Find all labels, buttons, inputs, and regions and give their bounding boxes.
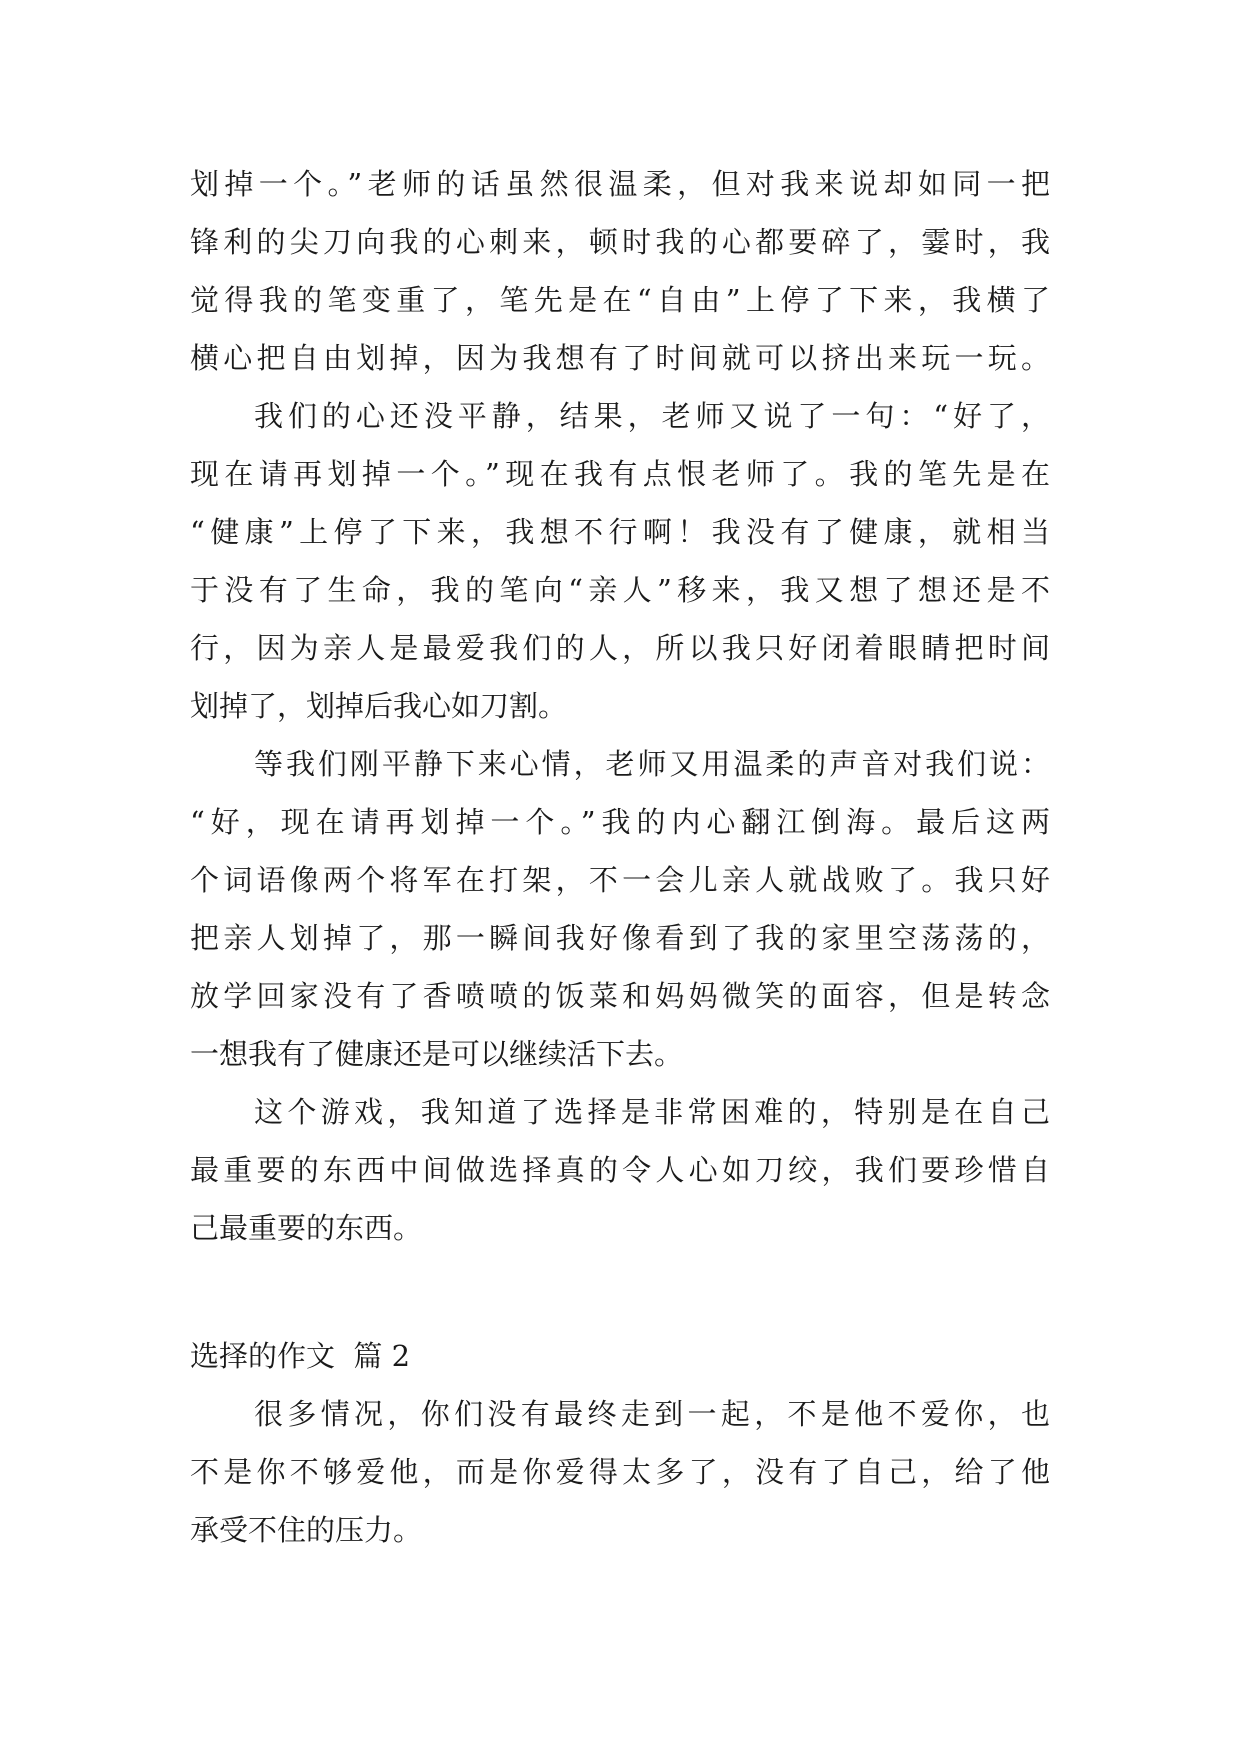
document-body (190, 155, 1050, 1559)
text-line: 这个游戏，我知道了选择是非常困难的，特别是在自己 (254, 1095, 1050, 1129)
text-line: “健康”上停了下来，我想不行啊！我没有了健康，就相当 (190, 515, 1050, 549)
paragraph (190, 387, 1050, 735)
text-line: 我们的心还没平静，结果，老师又说了一句：“好了， (254, 399, 1050, 433)
text-line: 划掉一个。”老师的话虽然很温柔，但对我来说却如同一把 (190, 167, 1050, 201)
paragraph (190, 1385, 1050, 1559)
text-line: 放学回家没有了香喷喷的饭菜和妈妈微笑的面容，但是转念 (190, 979, 1050, 1013)
text-line: 己最重要的东西。 (190, 1211, 423, 1245)
text-line: 划掉了，划掉后我心如刀割。 (190, 689, 568, 723)
text-line: 等我们刚平静下来心情，老师又用温柔的声音对我们说： (254, 747, 1050, 781)
text-line: 很多情况，你们没有最终走到一起，不是他不爱你，也 (254, 1397, 1050, 1431)
section-spacer (190, 1257, 1050, 1327)
text-line: 于没有了生命，我的笔向“亲人”移来，我又想了想还是不 (190, 573, 1050, 607)
text-line: 承受不住的压力。 (190, 1513, 423, 1547)
text-line: 把亲人划掉了，那一瞬间我好像看到了我的家里空荡荡的， (190, 921, 1050, 955)
section-heading: 选择的作文 篇 2 (190, 1339, 411, 1373)
text-line: 横心把自由划掉，因为我想有了时间就可以挤出来玩一玩。 (190, 341, 1050, 375)
text-line: 一想我有了健康还是可以继续活下去。 (190, 1037, 684, 1071)
text-line: 不是你不够爱他，而是你爱得太多了，没有了自己，给了他 (190, 1455, 1050, 1489)
paragraph (190, 735, 1050, 1083)
text-line: 觉得我的笔变重了，笔先是在“自由”上停了下来，我横了 (190, 283, 1050, 317)
paragraph (190, 155, 1050, 387)
text-line: 行，因为亲人是最爱我们的人，所以我只好闭着眼睛把时间 (190, 631, 1050, 665)
text-line: 个词语像两个将军在打架，不一会儿亲人就战败了。我只好 (190, 863, 1050, 897)
text-line: “好，现在请再划掉一个。”我的内心翻江倒海。最后这两 (190, 805, 1050, 839)
text-line: 现在请再划掉一个。”现在我有点恨老师了。我的笔先是在 (190, 457, 1050, 491)
text-line: 最重要的东西中间做选择真的令人心如刀绞，我们要珍惜自 (190, 1153, 1050, 1187)
text-line: 锋利的尖刀向我的心刺来，顿时我的心都要碎了，霎时，我 (190, 225, 1050, 259)
paragraph (190, 1083, 1050, 1257)
